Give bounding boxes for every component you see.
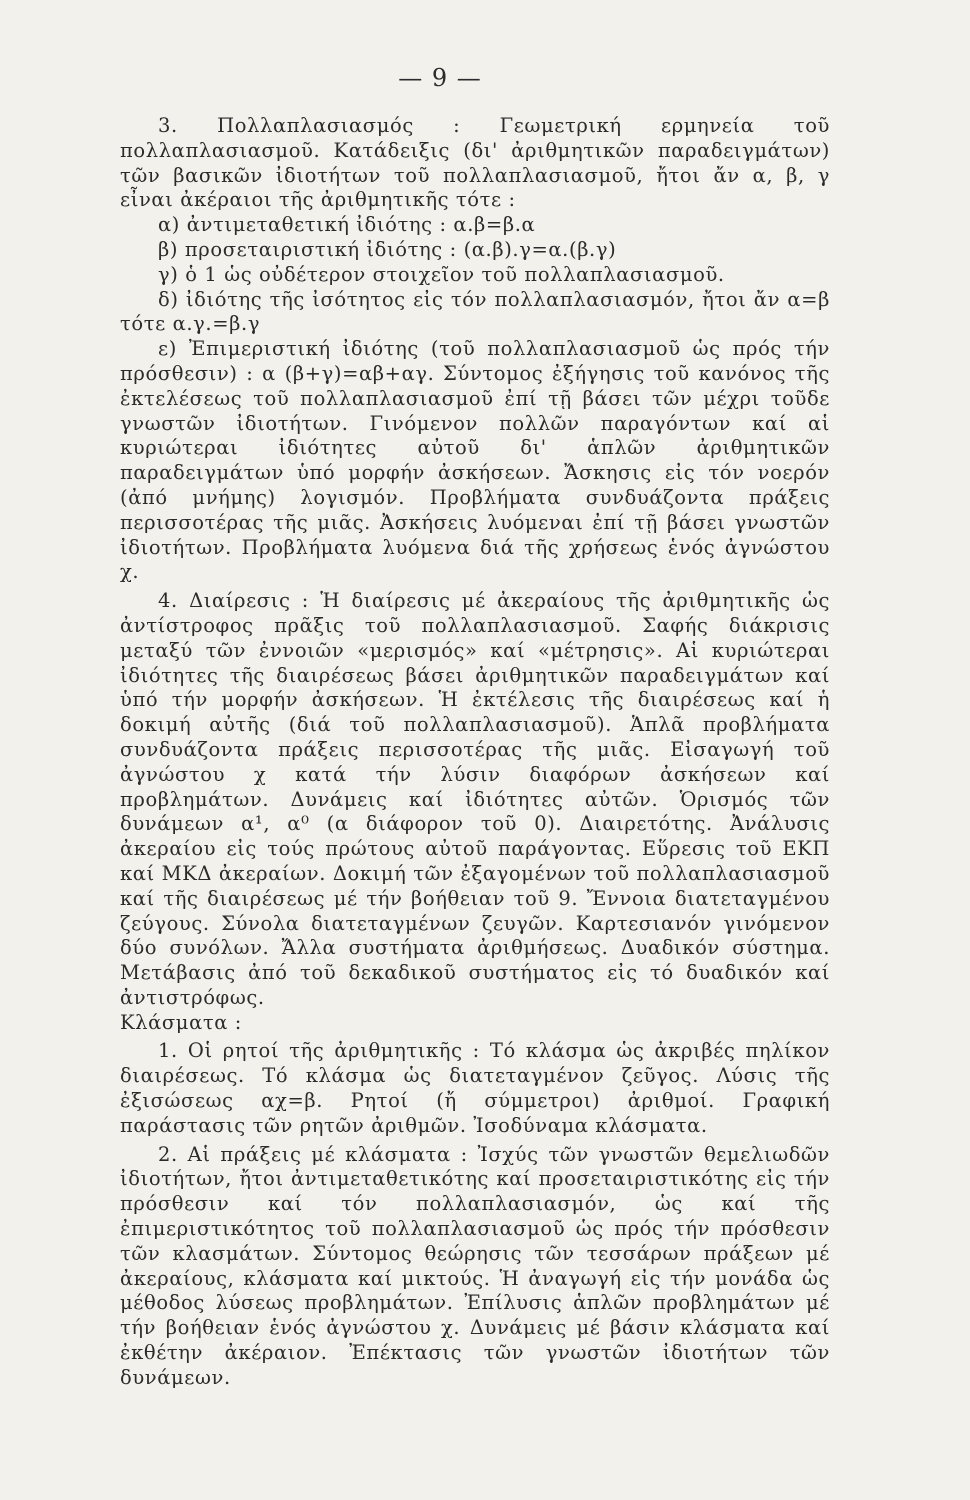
list-item-associative: β) προσεταιριστική ἰδιότης : (α.β).γ=α.(β.γ) [158, 237, 617, 261]
page-body [120, 114, 830, 1391]
list-item-equality-property: δ) ἰδιότης τῆς ἰσότητος εἰς τόν πολλαπλασιασμόν, ἤτοι ἄν α=β τότε α.γ.=β.γ [120, 287, 830, 336]
page-number: — 9 — [398, 64, 482, 92]
paragraph-multiplication: 3. Πολλαπλασιασμός : Γεωμετρική ερμηνεία τοῦ πολλαπλασιασμοῦ. Κατάδειξις (δι' ἀριθμητικῶν παραδειγμάτων) τῶν βασικῶν ἰδιοτήτων τοῦ πολλαπλασιασμοῦ, ἤτοι ἄν α, β, γ εἶναι ἀκέραιοι τῆς ἀριθμητικῆς τότε : [120, 114, 830, 212]
list-item-distributive: ε) Ἐπιμεριστική ἰδιότης (τοῦ πολλαπλασιασμοῦ ὡς πρός τήν πρόσθεσιν) : α (β+γ)=αβ+αγ. Σύντομος ἐξήγησις τοῦ κανόνος τῆς ἐκτελέσεως τοῦ πολλαπλασιασμοῦ ἐπί τῇ βάσει τῶν μέχρι τοῦδε γνωστῶν ἰδιοτήτων. Γινόμενον πολλῶν παραγόντων καί αἱ κυριώτεραι ἰδιότητες αὐτοῦ δι' ἁπλῶν ἀριθμητικῶν παραδειγμάτων ὑπό μορφήν ἀσκήσεων. Ἄσκησις εἰς τόν νοερόν (ἀπό μνήμης) λογισμόν. Προβλήματα συνδυάζοντα πράξεις περισσοτέρας τῆς μιᾶς. Ἀσκήσεις λυόμεναι ἐπί τῇ βάσει γνωστῶν ἰδιοτήτων. Προβλήματα λυόμενα διά τῆς χρήσεως ἑνός ἀγνώστου χ. [120, 337, 830, 584]
paragraph-rationals: 1. Οἱ ρητοί τῆς ἀριθμητικῆς : Τό κλάσμα ὡς ἀκριβές πηλίκον διαιρέσεως. Τό κλάσμα ὡς διατεταγμένον ζεῦγος. Λύσις τῆς ἐξισώσεως αχ=β. Ρητοί (ἤ σύμμετροι) ἀριθμοί. Γραφική παράστασις τῶν ρητῶν ἀριθμῶν. Ἰσοδύναμα κλάσματα. [120, 1039, 830, 1137]
paragraph-division: 4. Διαίρεσις : Ἡ διαίρεσις μέ ἀκεραίους τῆς ἀριθμητικῆς ὡς ἀντίστροφος πρᾶξις τοῦ πολλαπλασιασμοῦ. Σαφής διάκρισις μεταξύ τῶν ἐννοιῶν «μερισμός» καί «μέτρησις». Αἱ κυριώτεραι ἰδιότητες τῆς διαιρέσεως βάσει ἀριθμητικῶν παραδειγμάτων καί ὑπό τήν μορφήν ἀσκήσεων. Ἡ ἐκτέλεσις τῆς διαιρέσεως καί ἡ δοκιμή αὐτῆς (διά τοῦ πολλαπλασιασμοῦ). Ἁπλᾶ προβλήματα συνδυάζοντα πράξεις περισσοτέρας τῆς μιᾶς. Εἰσαγωγή τοῦ ἀγνώστου χ κατά τήν λύσιν διαφόρων ἀσκήσεων καί προβλημάτων. Δυνάμεις καί ἰδιότητες αὐτῶν. Ὁρισμός τῶν δυνάμεων α¹, α⁰ (α διάφορον τοῦ 0). Διαιρετότης. Ἀνάλυσις ἀκεραίου εἰς τούς πρώτους αὐτοῦ παράγοντας. Εὕρεσις τοῦ ΕΚΠ καί ΜΚΔ ἀκεραίων. Δοκιμή τῶν ἐξαγομένων τοῦ πολλαπλασιασμοῦ καί τῆς διαιρέσεως μέ τήν βοήθειαν τοῦ 9. Ἔννοια διατεταγμένου ζεύγους. Σύνολα διατεταγμένων ζευγῶν. Καρτεσιανόν γινόμενον δύο συνόλων. Ἄλλα συστήματα ἀριθμήσεως. Δυαδικόν σύστημα. Μετάβασις ἀπό τοῦ δεκαδικοῦ συστήματος εἰς τό δυαδικόν καί ἀντιστρόφως. [120, 589, 830, 1009]
paragraph-fraction-operations: 2. Αἱ πράξεις μέ κλάσματα : Ἰσχύς τῶν γνωστῶν θεμελιωδῶν ἰδιοτήτων, ἤτοι ἀντιμεταθετικότης καί προσεταιριστικότης εἰς τήν πρόσθεσιν καί τόν πολλαπλασιασμόν, ὡς καί τῆς ἐπιμεριστικότητος τοῦ πολλαπλασιασμοῦ ὡς πρός τήν πρόσθεσιν τῶν κλασμάτων. Σύντομος θεώρησις τῶν τεσσάρων πράξεων μέ ἀκεραίους, κλάσματα καί μικτούς. Ἡ ἀναγωγή εἰς τήν μονάδα ὡς μέθοδος λύσεως προβλημάτων. Ἐπίλυσις ἁπλῶν προβλημάτων μέ τήν βοήθειαν ἑνός ἀγνώστου χ. Δυνάμεις μέ βάσιν κλάσματα καί ἐκθέτην ἀκέραιον. Ἐπέκτασις τῶν γνωστῶν ἰδιοτήτων τῶν δυνάμεων. [120, 1142, 830, 1389]
list-item-neutral-element: γ) ὁ 1 ὡς οὐδέτερον στοιχεῖον τοῦ πολλαπλασιασμοῦ. [158, 262, 725, 286]
list-item-commutative: α) ἀντιμεταθετική ἰδιότης : α.β=β.α [158, 213, 536, 237]
section-heading-fractions: Κλάσματα : [120, 1010, 242, 1034]
